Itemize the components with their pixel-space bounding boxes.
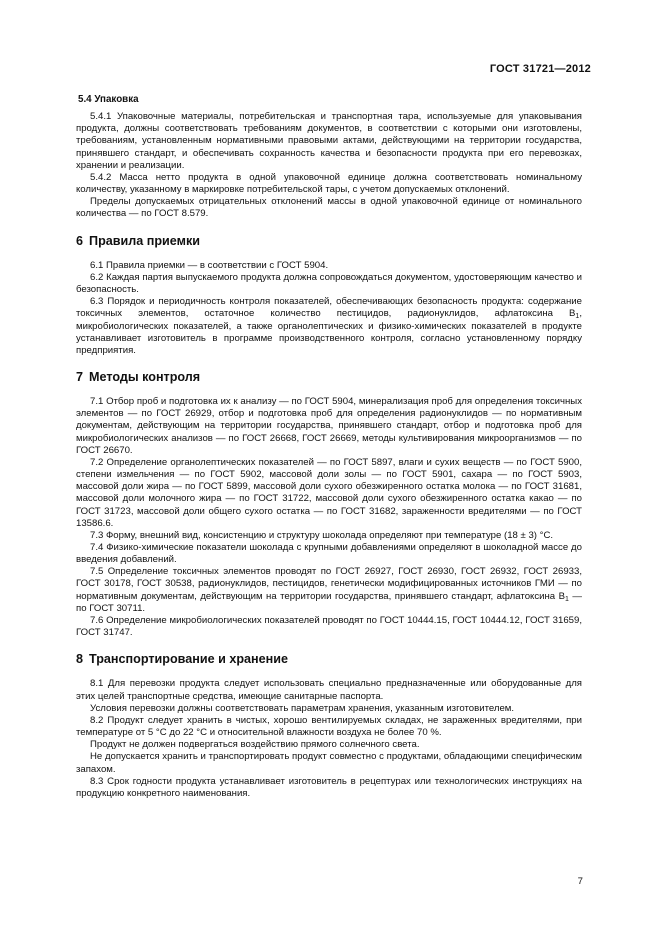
paragraph-8-1: 8.1 Для перевозки продукта следует использовать специально предназначенные или оборудованные для этих целей транспортные средства, имеющие санитарные паспорта. [76,678,582,702]
section-heading-6 [76,235,582,247]
paragraph-7-4: 7.4 Физико-химические показатели шоколада с крупными добавлениями определяют в шоколадной массе до введения добавлений. [76,542,582,566]
paragraph-6-2: 6.2 Каждая партия выпускаемого продукта должна сопровождаться документом, удостоверяющим качество и безопасность. [76,271,582,296]
paragraph-7-1: 7.1 Отбор проб и подготовка их к анализу — по ГОСТ 5904, минерализация проб для определения токсичных элементов — по ГОСТ 26929, отбор и подготовка проб для определения радионуклидов — по нормативным документам, действующим на территории государства, принявшего стандарт, отбор и подготовка проб для микробиологических анализов — по ГОСТ 26668, ГОСТ 26669, методы культивирования микроорганизмов — по ГОСТ 26670. [76,396,582,456]
paragraph-7-6: 7.6 Определение микробиологических показателей проводят по ГОСТ 10444.15, ГОСТ 10444.12, ГОСТ 31659, ГОСТ 31747. [76,614,582,639]
page-number: 7 [577,876,583,887]
paragraph-5-4-2-limits: Пределы допускаемых отрицательных отклонений массы в одной упаковочной единице от номинального количества — по ГОСТ 8.579. [76,196,582,220]
section-title: Транспортирование и хранение [89,652,288,667]
paragraph-8-2: 8.2 Продукт следует хранить в чистых, хорошо вентилируемых складах, не зараженных вредителями, при температуре от 5 °С до 22 °С и относительной влажности воздуха не более 70 %. [76,714,582,739]
paragraph-7-3: 7.3 Форму, внешний вид, консистенцию и структуру шоколада определяют при температуре (18 ± 3) °С. [90,529,554,541]
page-content [76,94,582,800]
section-number: 7 [76,369,84,384]
section-number: 6 [76,233,84,248]
section-heading-8 [76,653,582,665]
paragraph-8-2-odor: Не допускается хранить и транспортировать продукт совместно с продуктами, обладающими специфическим запахом. [76,751,582,775]
section-heading-7 [76,371,582,383]
section-title: Методы контроля [89,369,201,384]
paragraph-8-2-sunlight: Продукт не должен подвергаться воздействию прямого солнечного света. [90,739,420,751]
paragraph-8-1-conditions: Условия перевозки должны соответствовать параметрам хранения, указанным изготовителем. [90,702,515,714]
subsection-title-5-4: 5.4 Упаковка [78,94,139,105]
paragraph-8-3: 8.3 Срок годности продукта устанавливает изготовитель в рецептурах или технологических инструкциях на продукцию конкретного наименования. [76,775,582,799]
section-title: Правила приемки [89,233,200,248]
paragraph-6-3: 6.3 Порядок и периодичность контроля показателей, обеспечивающих безопасность продукта: содержание токсичных элементов, остаточное количество пестицидов, радионуклидов, афлатоксина $B_1$, микробиологических показателей, а также органолептических и физико-химических показателей в продукте устанавливает изготовитель в программе производственного контроля, согласно установленному порядку предприятия. [76,296,582,356]
paragraph-7-5: 7.5 Определение токсичных элементов проводят по ГОСТ 26927, ГОСТ 26930, ГОСТ 26932, ГОСТ 26933, ГОСТ 30178, ГОСТ 30538, радионуклидов, пестицидов, генетически модифицированных источников ГМИ — по нормативным документам, действующим на территории государства, принявшего стандарт, афлатоксина $B_1$ — по ГОСТ 30711. [76,566,582,614]
paragraph-5-4-1: 5.4.1 Упаковочные материалы, потребительская и транспортная тара, используемые для упаковывания продукта, должны соответствовать требованиям документов, в соответствии с которыми они изготовлены, требованиям, установленным нормативными правовыми актами, действующими на территории государства, принявшего стандарт, и обеспечивать сохранность качества и безопасности продукта при его перевозках, хранении и реализации. [76,111,582,171]
standard-code: ГОСТ 31721—2012 [489,63,591,75]
paragraph-5-4-2: 5.4.2 Масса нетто продукта в одной упаковочной единице должна соответствовать номинальному количеству, указанному в маркировке потребительской тары, с учетом допускаемых отклонений. [76,171,582,196]
section-number: 8 [76,652,84,667]
paragraph-6-1: 6.1 Правила приемки — в соответствии с ГОСТ 5904. [90,259,329,271]
paragraph-7-2: 7.2 Определение органолептических показателей — по ГОСТ 5897, влаги и сухих веществ — по ГОСТ 5900, степени измельчения — по ГОСТ 5902, массовой доли золы — по ГОСТ 5901, сахара — по ГОСТ 5903, массовой доли жира — по ГОСТ 5899, массовой доли сухого обезжиренного остатка молока — по ГОСТ 31681, массовой доли молочного жира — по ГОСТ 31722, массовой доли сухого обезжиренного остатка какао — по ГОСТ 31723, массовой доли общего сухого остатка — по ГОСТ 31682, зараженности вредителями — по ГОСТ 13586.6. [76,456,582,529]
